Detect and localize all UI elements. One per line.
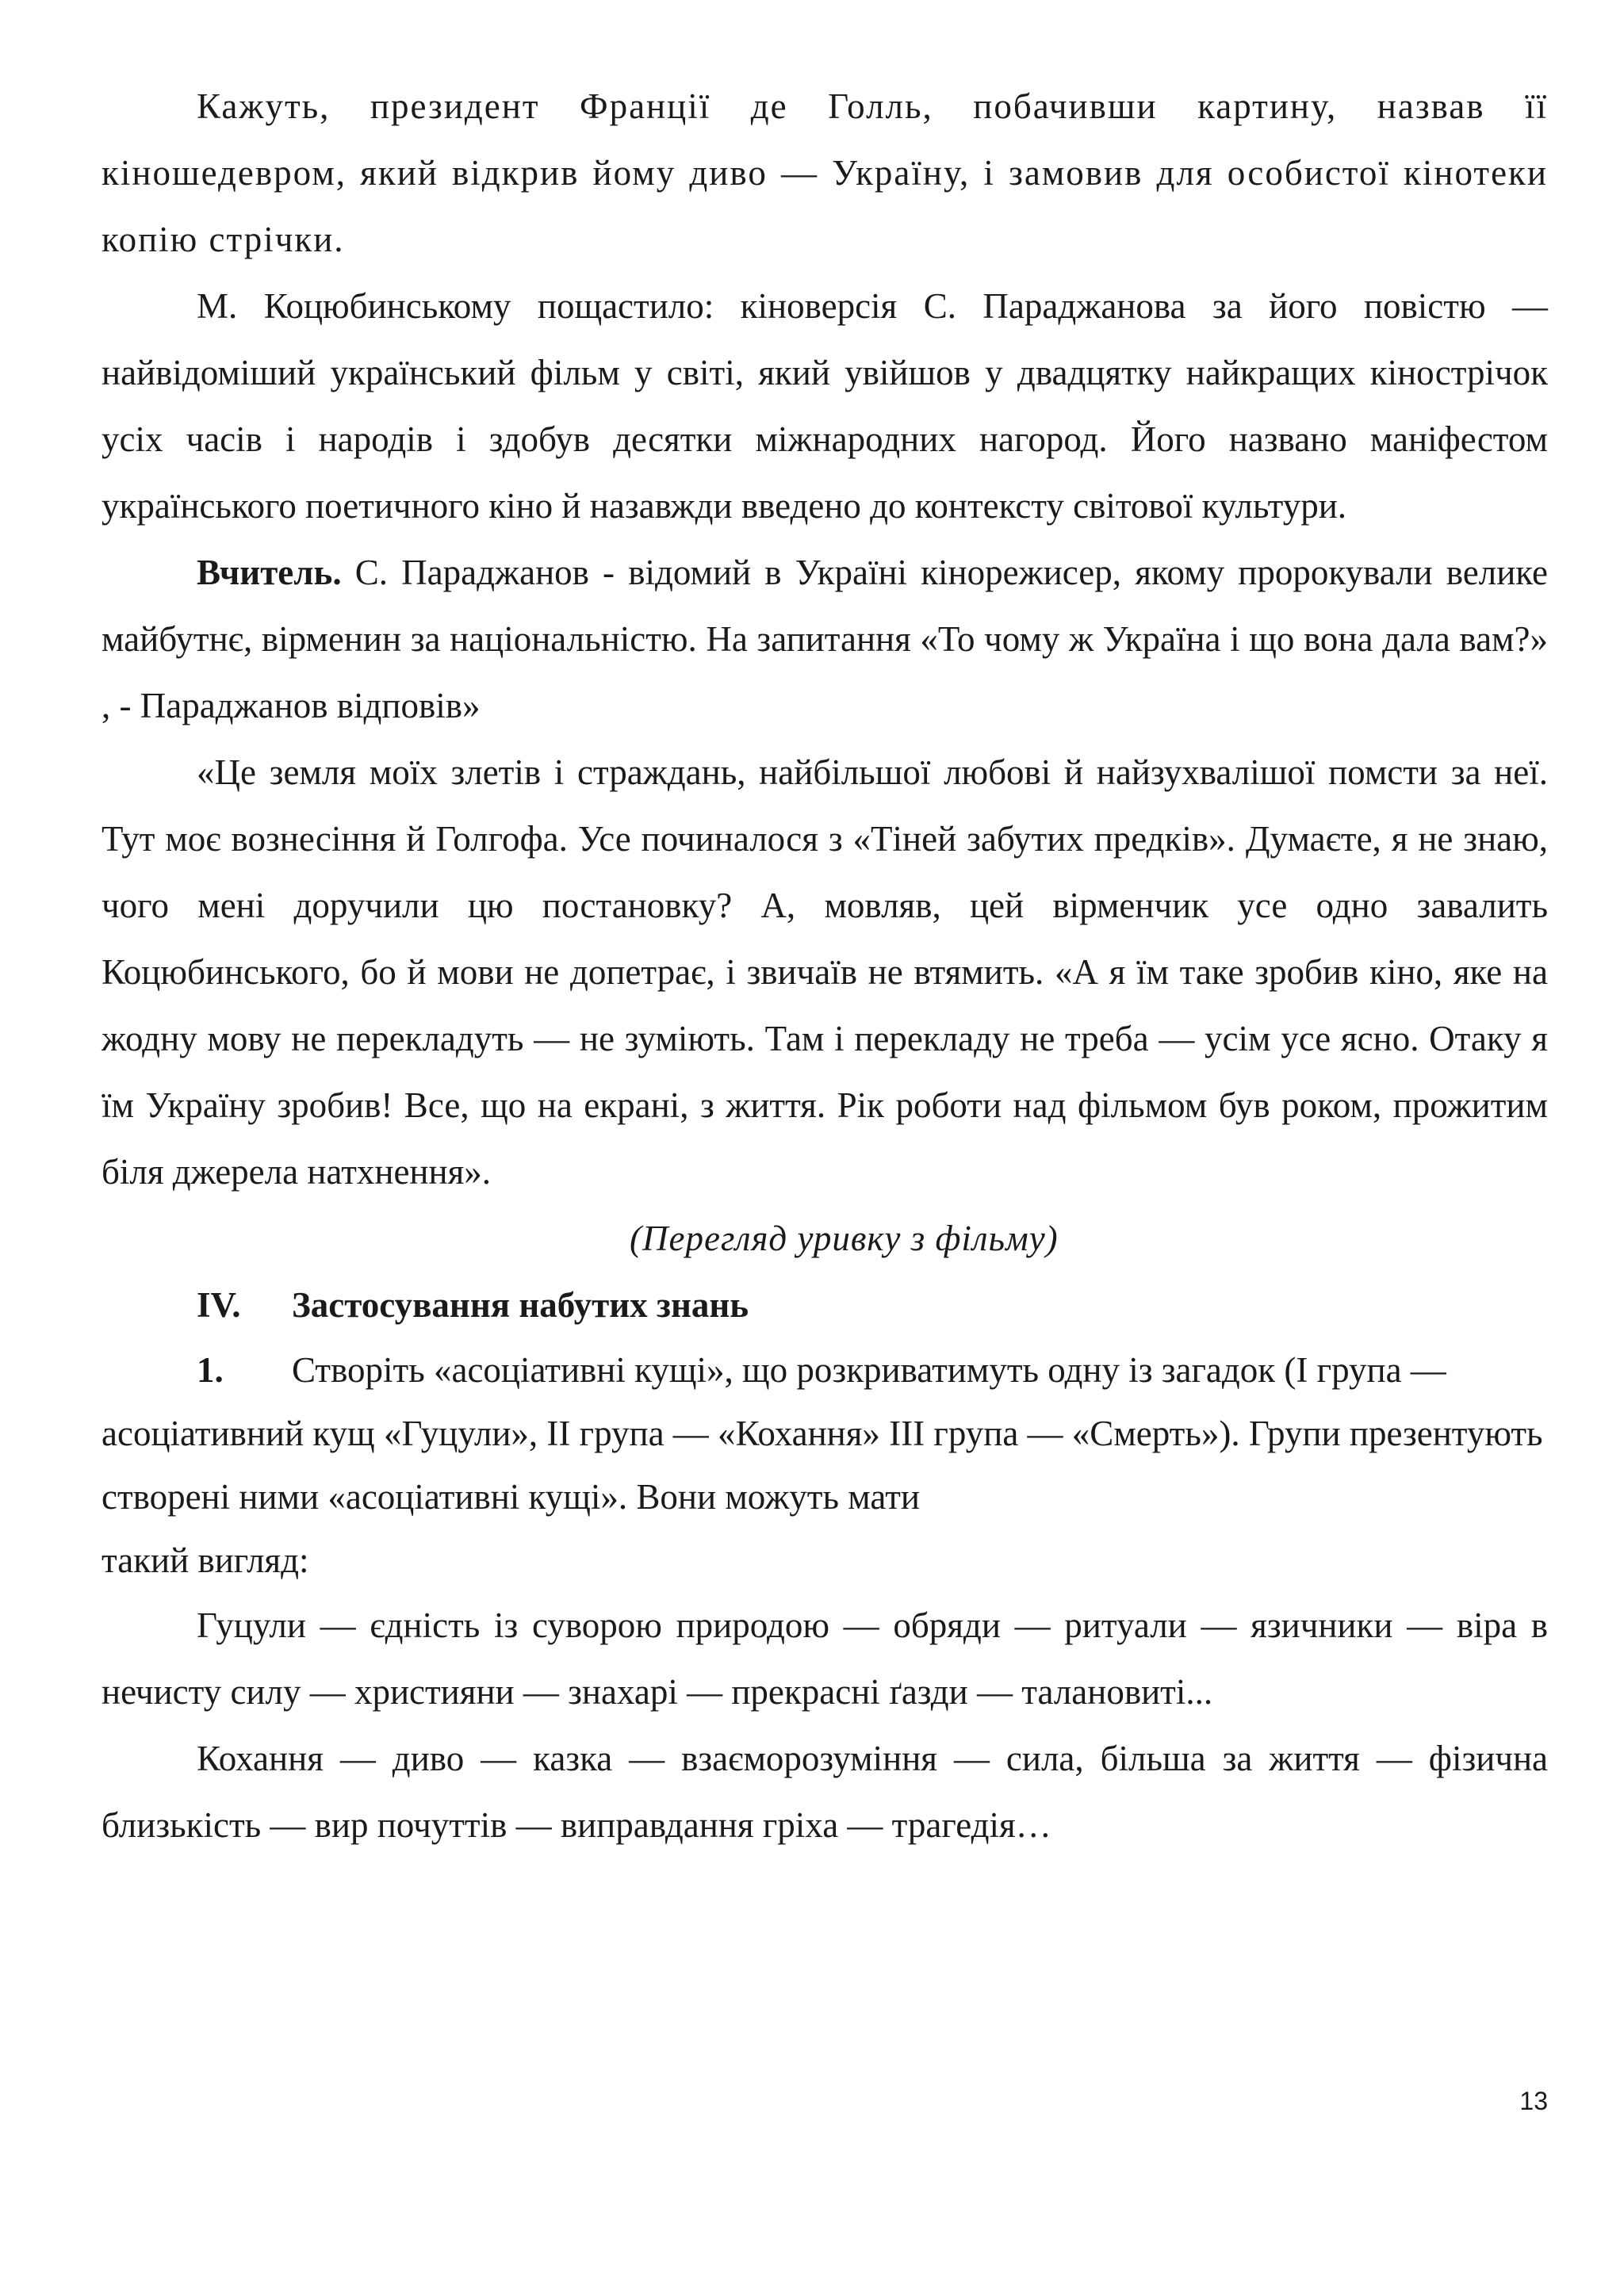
document-page <box>102 73 1548 1858</box>
association-kokhannia: Кохання — диво — казка — взаєморозуміння — сила, більша за життя — фізична близькість — вир почуттів — виправдання гріха — трагедія… <box>102 1739 1548 1845</box>
teacher-text: С. Параджанов - відомий в Україні кінорежисер, якому пророкували велике майбутнє, вірменин за національністю. На запитання «То чому ж Україна і що вона дала вам?» , - Параджанов відповів» <box>102 553 1548 725</box>
task-text: Створіть «асоціативні кущі», що розкриватимуть одну із загадок (І група — асоціативний кущ «Гуцули», ІІ група — «Кохання» ІІІ група — «Смерть»). Групи презентують створені ними «асоціативні кущі». Вони можуть мати <box>102 1350 1543 1517</box>
speaker-label: Вчитель. <box>197 553 342 592</box>
section-number: IV. <box>197 1285 241 1325</box>
task-number: 1. <box>197 1350 224 1390</box>
paragraph-teacher <box>102 539 1548 739</box>
page-number: 13 <box>1519 2087 1548 2115</box>
task-continuation: такий вигляд: <box>102 1540 309 1580</box>
paragraph-de-gaulle: Кажуть, президент Франції де Голль, побачивши картину, назвав її кіношедевром, який відкрив йому диво — Україну, і замовив для особистої кінотеки копію стрічки. <box>102 86 1548 259</box>
film-excerpt-caption: (Перегляд уривку з фільму) <box>630 1219 1059 1258</box>
section-title: Застосування набутих знань <box>292 1285 749 1325</box>
paragraph-kotsiubynsky: М. Коцюбинському пощастило: кіноверсія С. Параджанова за його повістю — найвідоміший український фільм у світі, який увійшов у двадцятку найкращих кінострічок усіх часів і народів і здобув десятки міжнародних нагород. Його названо маніфестом українського поетичного кіно й назавжди введено до контексту світової культури. <box>102 286 1548 526</box>
section-heading <box>102 1272 1548 1338</box>
association-hutsuly: Гуцули — єдність із суворою природою — обряди — ритуали — язичники — віра в нечисту силу — християни — знахарі — прекрасні ґазди — талановиті... <box>102 1605 1548 1712</box>
task-item <box>102 1338 1548 1529</box>
paragraph-paradzhanov-quote: «Це земля моїх злетів і страждань, найбільшої любові й найзухвалішої помсти за неї. Тут моє вознесіння й Голгофа. Усе починалося з «Тіней забутих предків». Думаєте, я не знаю, чого мені доручили цю постановку? А, мовляв, цей вірменчик усе одно завалить Коцюбинського, бо й мови не допетрає, і звичаїв не втямить. «А я їм таке зробив кіно, яке на жодну мову не перекладуть — не зуміють. Там і перекладу не треба — усім усе ясно. Отаку я їм Україну зробив! Все, що на екрані, з життя. Рік роботи над фільмом був роком, прожитим біля джерела натхнення». <box>102 752 1548 1192</box>
